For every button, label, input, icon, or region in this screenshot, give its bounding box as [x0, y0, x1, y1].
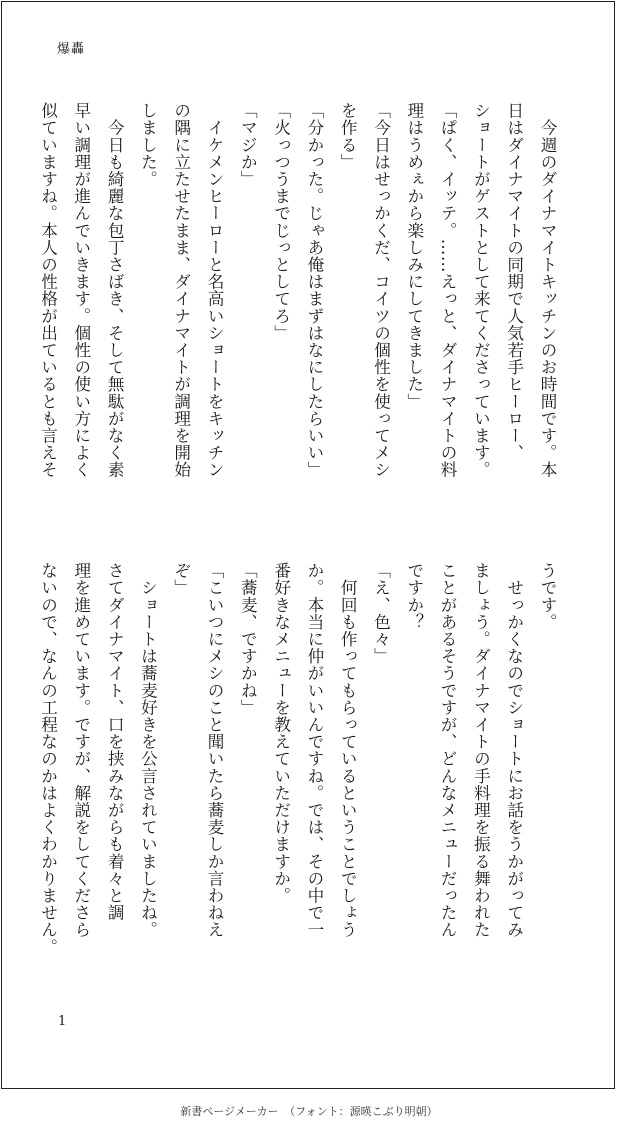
text-line: ショートは蕎麦好きを公言されていましたね。 [138, 562, 158, 939]
text-line: ないので、なんの工程なのかはよくわかりません。 [38, 562, 58, 956]
text-line: 理はうめぇから楽しみにしてきました」 [404, 102, 424, 410]
text-block-bottom [31, 562, 564, 992]
text-line: 今日も綺麗な包丁さばき、そして無駄がなく素 [105, 102, 125, 479]
text-line: 「火っつうまでじっとしてろ」 [271, 102, 291, 342]
text-line: 何回も作ってもらっているということでしょう [338, 562, 358, 939]
text-line: 似ていますね。本人の性格が出ているとも言えそ [38, 102, 58, 479]
text-line: ショートがゲストとして来てくださっています。 [471, 102, 491, 479]
text-line: 「え、色々」 [371, 562, 391, 665]
text-line: ことがあるそうですが、どんなメニューだったん [438, 562, 458, 939]
page-title: 爆轟 [57, 42, 86, 57]
text-line: 早い調理が進んでいきます。個性の使い方によく [71, 102, 91, 479]
text-line: イケメンヒーローと名高いショートをキッチン [205, 102, 225, 479]
text-line: ましょう。ダイナマイトの手料理を振る舞われた [471, 562, 491, 939]
text-line: しました。 [138, 102, 158, 188]
text-line: の隅に立たせたまま、ダイナマイトが調理を開始 [171, 102, 191, 479]
footer-caption: 新書ページメーカー （フォント：源暎こぶり明朝） [180, 1105, 438, 1118]
text-line: さてダイナマイト、口を挟みながらも着々と調 [105, 562, 125, 922]
text-line: 「今日はせっかくだ、コイツの個性を使ってメシ [371, 102, 391, 479]
page-number: 1 [58, 1014, 67, 1029]
text-line: ですか？ [404, 562, 424, 631]
text-line: 番好きなメニューを教えていただけますか。 [271, 562, 291, 904]
text-line: ぞ」 [171, 562, 191, 597]
text-line: 今週のダイナマイトキッチンのお時間です。本 [538, 102, 557, 479]
text-line: か。本当に仲がいいんですね。では、その中で一 [304, 562, 324, 939]
text-line: 「こいつにメシのこと聞いたら蕎麦しか言わねえ [205, 562, 225, 939]
text-line: うです。 [538, 562, 557, 631]
text-line: 「ぱく、イッテ。……えっと、ダイナマイトの料 [438, 102, 458, 479]
page [1, 1, 615, 1089]
text-line: 「分かった。じゃあ俺はまずはなにしたらいい」 [304, 102, 324, 479]
text-line: 日はダイナマイトの同期で人気若手ヒーロー、 [504, 102, 524, 462]
text-line: せっかくなのでショートにお話をうかがってみ [504, 562, 524, 939]
text-line: 「マジか」 [238, 102, 258, 188]
text-line: 理を進めています。ですが、解説をしてくださら [71, 562, 91, 939]
text-line: を作る」 [338, 102, 358, 171]
text-block-top [31, 102, 564, 532]
text-line: 「蕎麦、ですかね」 [238, 562, 258, 716]
